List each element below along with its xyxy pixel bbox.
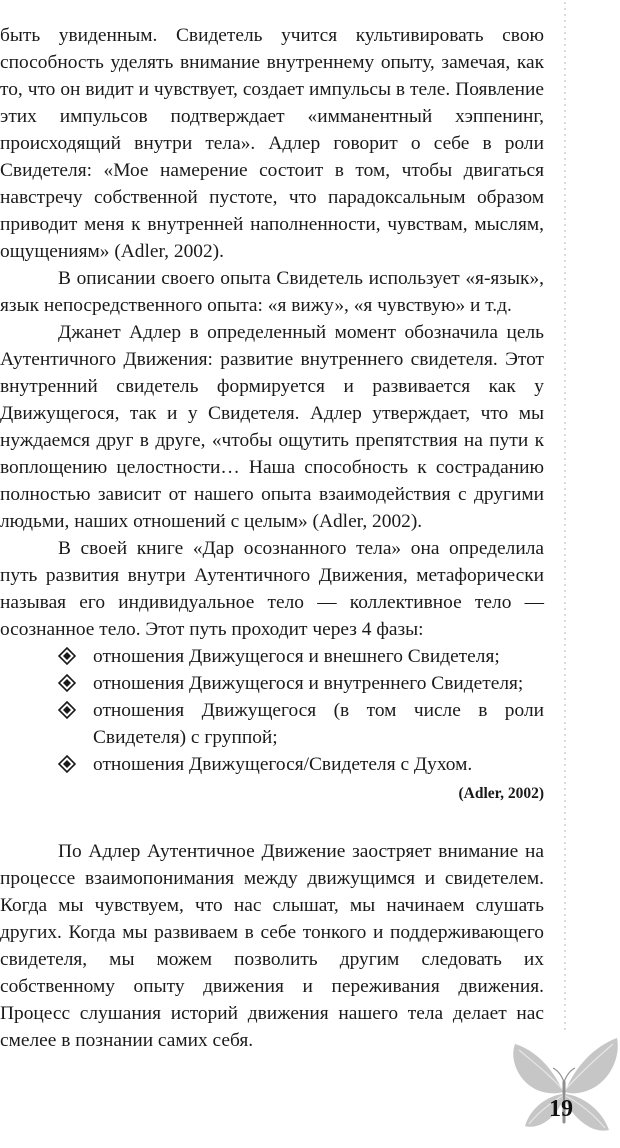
diamond-bullet-icon: [58, 701, 76, 719]
list-item: [0, 643, 544, 670]
diamond-bullet-icon: [58, 647, 76, 665]
list-item: [0, 751, 544, 778]
phase-text: отношения Движущегося/Свидетеля с Духом.: [93, 754, 473, 775]
diamond-bullet-icon: [58, 755, 76, 773]
page-number: 19: [549, 1096, 573, 1122]
spacer: [0, 807, 544, 838]
paragraph-mutual-understanding: По Адлер Аутентичное Движение заостряет внимание на процессе взаимопонимания между движущимся и свидетелем. Когда мы чувствуем, что нас слышат, мы начинаем слушать других. Когда мы развиваем в себе тонкого и поддерживающего свидетеля, мы можем позволить другим следовать их собственному опыту движения и переживания движения. Процесс слушания историй движения нашего тела делает нас смелее в познании самих себя.: [0, 841, 544, 1051]
butterfly-icon: [505, 1030, 620, 1148]
page-body: [0, 22, 544, 1054]
paragraph-gift-of-body: В своей книге «Дар осознанного тела» она определила путь развития внутри Аутентичного Движения, метафорически называя его индивидуальное тело — коллективное тело — осознанное тело. Этот путь проходит через 4 фазы:: [0, 538, 544, 640]
citation: (Adler, 2002): [458, 785, 544, 802]
paragraph-inner-witness: Джанет Адлер в определенный момент обозначила цель Аутентичного Движения: развитие внутреннего свидетеля. Этот внутренний свидетель формируется и развивается как у Движущегося, так и у Свидетеля. Адлер утверждает, что мы нуждаемся друг в друге, «чтобы ощутить препятствия на пути к воплощению целостности… Наша способность к состраданию полностью зависит от нашего опыта взаимодействия с другими людьми, наших отношений с целым» (Adler, 2002).: [0, 322, 544, 532]
dotted-margin-rule: [563, 0, 567, 1030]
phase-text: отношения Движущегося (в том числе в роли Свидетеля) с группой;: [93, 700, 544, 748]
phase-text: отношения Движущегося и внешнего Свидетеля;: [93, 646, 500, 667]
list-item: [0, 697, 544, 751]
paragraph-witness-experience: быть увиденным. Свидетель учится культивировать свою способность уделять внимание внутреннему опыту, замечая, как то, что он видит и чувствует, создает импульсы в теле. Появление этих импульсов подтверждает «имманентный хэппенинг, происходящий внутри тела». Адлер говорит о себе в роли Свидетеля: «Мое намерение состоит в том, чтобы двигаться навстречу собственной пустоте, что парадоксальным образом приводит меня к внутренней наполненности, чувствам, мыслям, ощущениям» (Adler, 2002).: [0, 25, 544, 262]
paragraph-i-language: В описании своего опыта Свидетель использует «я-язык», язык непосредственного опыта: «я вижу», «я чувствую» и т.д.: [0, 268, 544, 316]
phase-text: отношения Движущегося и внутреннего Свидетеля;: [93, 673, 524, 694]
diamond-bullet-icon: [58, 674, 76, 692]
list-item: [0, 670, 544, 697]
phases-list: [0, 643, 544, 778]
